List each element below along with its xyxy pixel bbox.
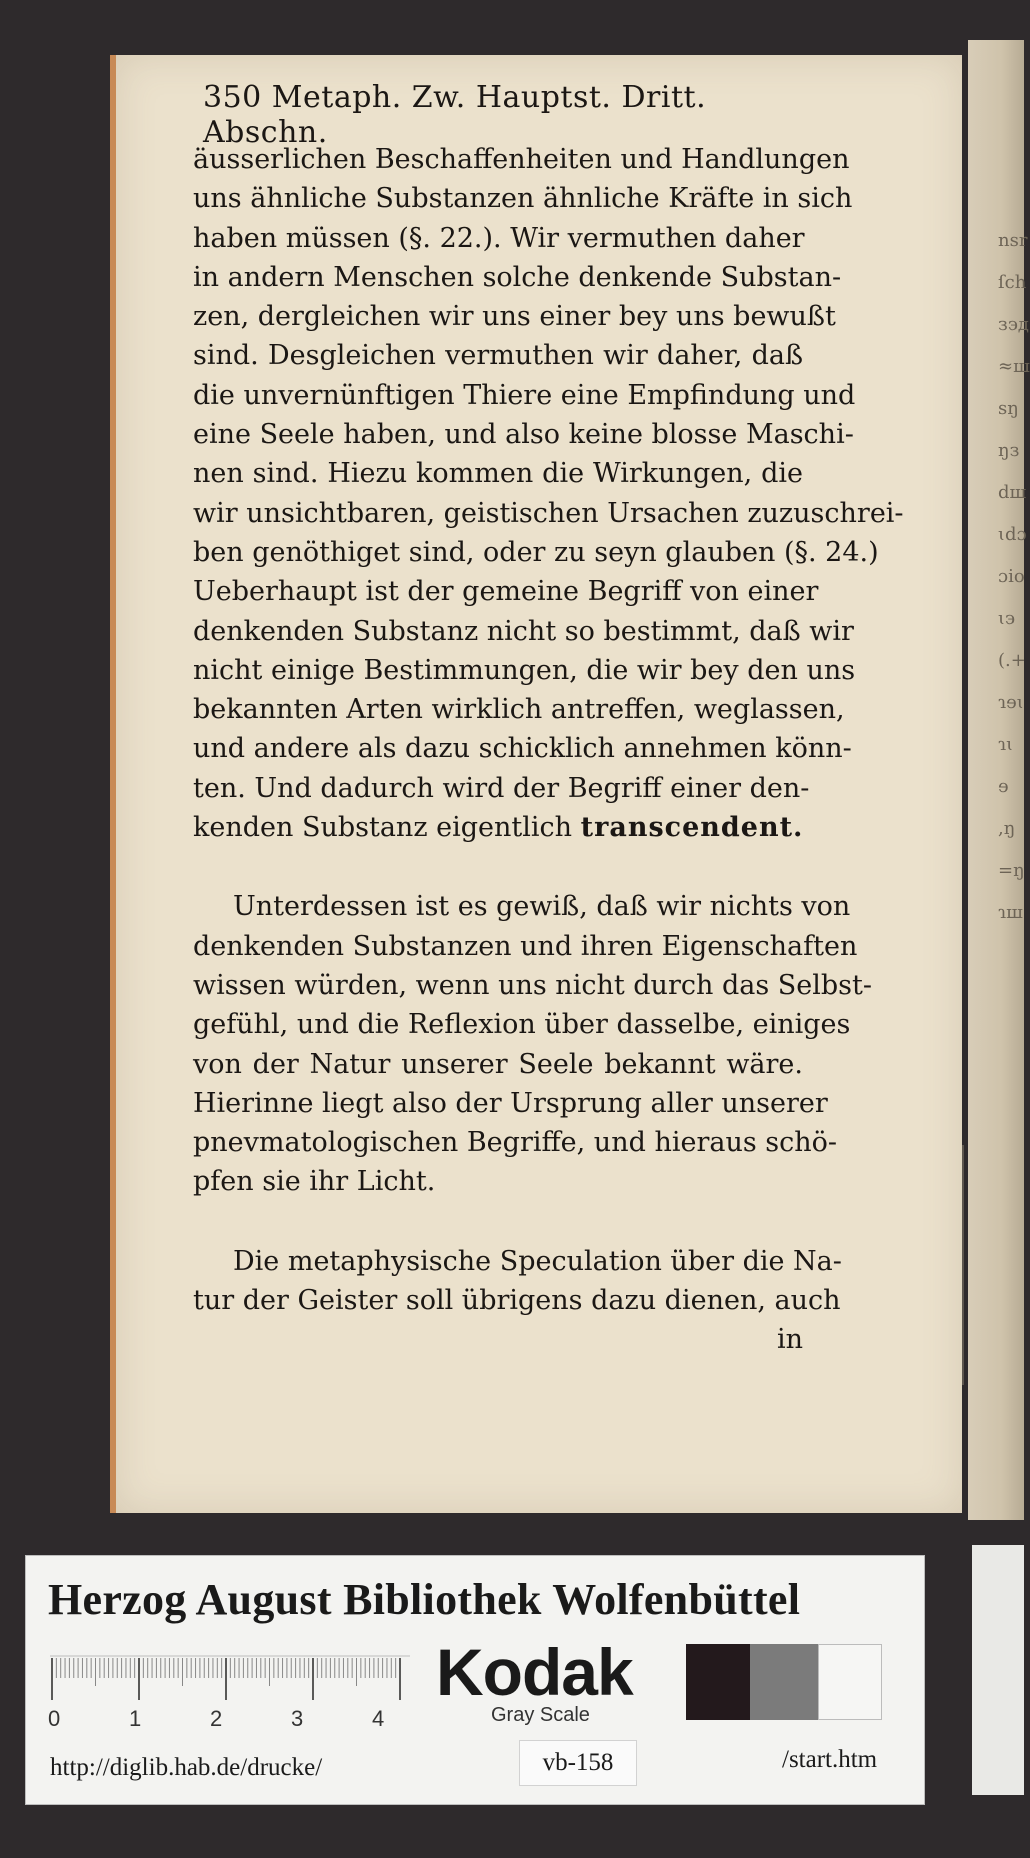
adjacent-page-strip: nsr ſch зэд ≈ш ѕŋ ŋз dш ɩdɔ ɔio ɩэ (.+ ɿɘɩ ɿɩ ɘ ,ŋ =ŋ ɿш xyxy=(968,40,1024,1520)
text-line: haben müssen (§. 22.). Wir vermuthen daher xyxy=(193,222,805,254)
text-line: bekannten Arten wirklich antreffen, weglassen, xyxy=(193,694,845,726)
text-line: denkenden Substanz nicht so bestimmt, daß wir xyxy=(193,615,854,647)
text-line: in andern Menschen solche denkende Substan- xyxy=(193,261,842,293)
text-line: sind. Desgleichen vermuthen wir daher, daß xyxy=(193,340,803,372)
kodak-logo: Kodak xyxy=(436,1635,633,1709)
text-line xyxy=(193,808,803,847)
adjacent-card-strip xyxy=(972,1545,1024,1795)
text-line: gefühl, und die Reflexion über dasselbe, einiges xyxy=(193,1009,851,1041)
url-prefix: http://diglib.hab.de/drucke/ xyxy=(50,1754,323,1781)
page-fold-line xyxy=(962,1145,964,1385)
text-line: die unvernünftigen Thiere eine Empfindung und xyxy=(193,379,856,411)
ruler-number: 0 xyxy=(48,1706,61,1731)
text-line: äusserlichen Beschaffenheiten und Handlungen xyxy=(193,144,850,175)
swatch-white xyxy=(818,1644,882,1720)
text-line: Hierinne liegt also der Ursprung aller unserer xyxy=(193,1087,828,1119)
swatch-black xyxy=(686,1644,750,1720)
gray-scale-label: Gray Scale xyxy=(491,1704,590,1726)
paragraph-1 xyxy=(193,140,904,847)
ruler-number: 4 xyxy=(372,1706,385,1731)
text-line: eine Seele haben, und also keine blosse Maschi- xyxy=(193,419,854,451)
text-line: wissen würden, wenn uns nicht durch das Selbst- xyxy=(193,969,872,1001)
url-suffix: /start.htm xyxy=(782,1746,878,1773)
ruler-number: 1 xyxy=(129,1706,142,1731)
text-line: von der Natur unserer Seele bekannt wäre. xyxy=(193,1048,803,1080)
library-title: Herzog August Bibliothek Wolfenbüttel xyxy=(48,1575,801,1624)
text-line: pfen sie ihr Licht. xyxy=(193,1166,436,1198)
text-line: wir unsichtbaren, geistischen Ursachen zuzuschrei- xyxy=(193,497,904,529)
ruler-scale xyxy=(50,1646,410,1712)
ruler-number: 2 xyxy=(210,1706,223,1731)
emphasized-term: transcendent. xyxy=(580,812,804,844)
text-line: Ueberhaupt ist der gemeine Begriff von einer xyxy=(193,576,819,608)
paragraph-2 xyxy=(193,887,872,1201)
text-line: denkenden Substanzen und ihren Eigenschaften xyxy=(193,930,858,962)
text-line: uns ähnliche Substanzen ähnliche Kräfte in sich xyxy=(193,183,853,215)
text-line: nen sind. Hiezu kommen die Wirkungen, die xyxy=(193,458,803,490)
text-line: ben genöthiget sind, oder zu seyn glauben (§. 24.) xyxy=(193,536,879,568)
paragraph-3 xyxy=(193,1242,842,1360)
text-line: ten. Und dadurch wird der Begriff einer den- xyxy=(193,772,810,804)
library-scan-card xyxy=(25,1555,925,1805)
text-line: Die metaphysische Speculation über die Na- xyxy=(233,1245,842,1277)
page-body xyxy=(193,140,904,1360)
text-line: Unterdessen ist es gewiß, daß wir nichts von xyxy=(233,891,851,923)
text-line: pnevmatologischen Begriffe, und hieraus schö- xyxy=(193,1127,838,1159)
text-line: zen, dergleichen wir uns einer bey uns bewußt xyxy=(193,301,836,333)
page-header: 350 Metaph. Zw. Hauptst. Dritt. Abschn. xyxy=(203,80,707,150)
text-line: nicht einige Bestimmungen, die wir bey den uns xyxy=(193,654,856,686)
text-line: tur der Geister soll übrigens dazu dienen, auch xyxy=(193,1285,841,1317)
text-line: und andere als dazu schicklich annehmen könn- xyxy=(193,733,852,765)
shelfmark-label: vb-158 xyxy=(519,1740,637,1786)
catchword: in xyxy=(776,1324,803,1356)
ruler-number: 3 xyxy=(291,1706,304,1731)
swatch-gray xyxy=(750,1644,818,1720)
text-line-plain: kenden Substanz eigentlich xyxy=(193,812,581,844)
